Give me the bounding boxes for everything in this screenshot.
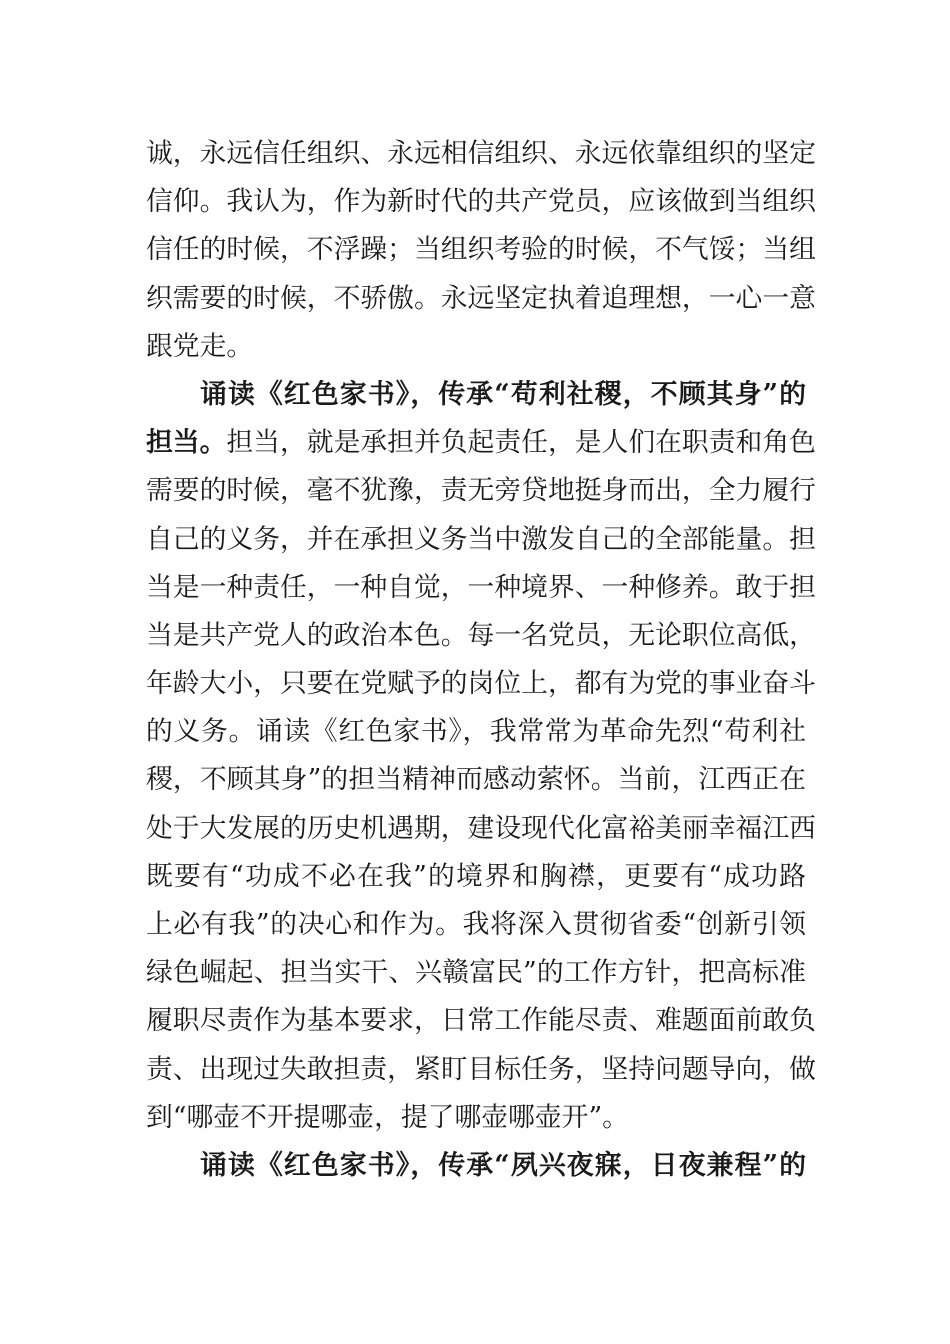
text-line [146, 853, 806, 901]
text-line [146, 516, 816, 564]
text-run: 当是一种责任，一种自觉，一种境界、一种修养。敢于担 [146, 571, 816, 603]
text-line [146, 226, 816, 274]
text-run: 信任的时候，不浮躁；当组织考验的时候，不气馁；当组 [146, 234, 816, 266]
text-run: 到“哪壶不开提哪壶，提了哪壶哪壶开”。 [146, 1101, 629, 1133]
text-run: 履职尽责作为基本要求，日常工作能尽责、难题面前敢负 [146, 1005, 816, 1037]
text-line [146, 275, 816, 323]
text-run: 跟党走。 [146, 330, 254, 362]
text-line [146, 949, 806, 997]
text-line [146, 467, 816, 515]
text-line [146, 612, 816, 660]
text-run: 的义务。诵读《红色家书》，我常常为革命先烈“苟利社 [146, 716, 806, 748]
text-line [146, 178, 816, 226]
text-run: 责、出现过失敢担责，紧盯目标任务，坚持问题导向，做 [146, 1053, 816, 1085]
text-run: 年龄大小，只要在党赋予的岗位上，都有为党的事业奋斗 [146, 668, 816, 700]
bold-text-run: 诵读《红色家书》，传承“夙兴夜寐，日夜兼程”的 [200, 1149, 806, 1181]
text-line [146, 419, 816, 467]
text-line [146, 805, 816, 853]
text-line [146, 1142, 806, 1190]
paragraph [146, 130, 816, 371]
bold-text-run: 诵读《红色家书》，传承“苟利社稷，不顾其身”的 [200, 378, 806, 410]
text-line [146, 901, 806, 949]
text-run: 织需要的时候，不骄傲。永远坚定执着追理想，一心一意 [146, 282, 816, 314]
text-run: 信仰。我认为，作为新时代的共产党员，应该做到当组织 [146, 186, 816, 218]
text-line [146, 1046, 816, 1094]
text-line [146, 323, 806, 371]
text-line [146, 130, 816, 178]
text-run: 自己的义务，并在承担义务当中激发自己的全部能量。担 [146, 523, 816, 555]
bold-text-run: 担当。 [146, 427, 227, 459]
text-run: 处于大发展的历史机遇期，建设现代化富裕美丽幸福江西 [146, 812, 816, 844]
text-line [146, 997, 816, 1045]
text-line [146, 371, 806, 419]
text-run: 当是共产党人的政治本色。每一名党员，无论职位高低， [146, 619, 816, 651]
text-run: 需要的时候，毫不犹豫，责无旁贷地挺身而出，全力履行 [146, 475, 816, 507]
text-run: 诚，永远信任组织、永远相信组织、永远依靠组织的坚定 [146, 138, 816, 169]
text-run: 绿色崛起、担当实干、兴赣富民”的工作方针，把高标准 [146, 957, 806, 989]
body-text [146, 130, 816, 1190]
text-line [146, 708, 806, 756]
text-line [146, 564, 816, 612]
text-run: 稷，不顾其身”的担当精神而感动萦怀。当前，江西正在 [146, 764, 806, 796]
text-run: 担当，就是承担并负起责任，是人们在职责和角色 [226, 427, 816, 459]
paragraph [146, 371, 816, 1142]
text-run: 上必有我”的决心和作为。我将深入贯彻省委“创新引领 [146, 909, 806, 940]
text-run: 既要有“功成不必在我”的境界和胸襟，更要有“成功路 [146, 860, 806, 892]
text-line [146, 1094, 806, 1142]
paragraph [146, 1142, 806, 1190]
text-line [146, 756, 806, 804]
text-line [146, 660, 816, 708]
